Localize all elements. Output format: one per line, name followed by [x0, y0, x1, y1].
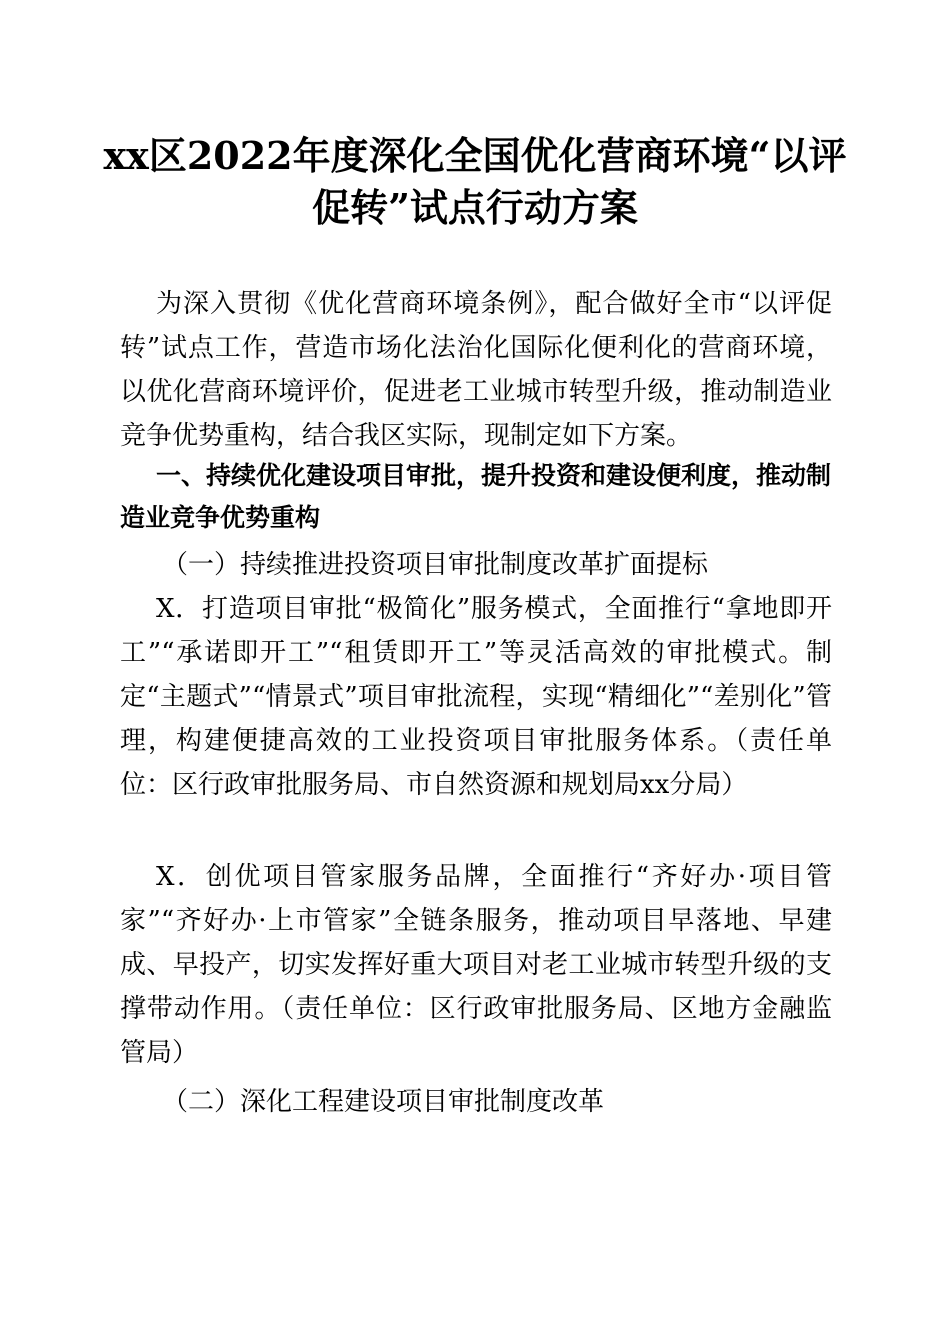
intro-paragraph: 为深入贯彻《优化营商环境条例》，配合做好全市“以评促转”试点工作，营造市场化法治化国际化便利化的营商环境，以优化营商环境评价，促进老工业城市转型升级，推动制造业竞争优势重构，结合我区实际，现制定如下方案。: [120, 289, 832, 451]
item-2-paragraph: X．创优项目管家服务品牌，全面推行“齐好办·项目管家”“齐好办·上市管家”全链条服务，推动项目早落地、早建成、早投产，切实发挥好重大项目对老工业城市转型升级的支撑带动作用。（责任单位：区行政审批服务局、区地方金融监管局）: [120, 862, 832, 1068]
title-line-1: xx区2022年度深化全国优化营商环境“以评: [103, 133, 847, 178]
subsection-2-heading: （二）深化工程建设项目审批制度改革: [162, 1087, 605, 1117]
section-1-heading: 一、持续优化建设项目审批，提升投资和建设便利度，推动制造业竞争优势重构: [120, 461, 832, 532]
subsection-1-heading: （一）持续推进投资项目审批制度改革扩面提标: [162, 550, 709, 580]
title-line-2: 促转”试点行动方案: [312, 185, 638, 230]
document-title: [100, 130, 850, 234]
item-1-paragraph: X．打造项目审批“极简化”服务模式，全面推行“拿地即开工”“承诺即开工”“租赁即开工”等灵活高效的审批模式。制定“主题式”“情景式”项目审批流程，实现“精细化”“差别化”管理，构建便捷高效的工业投资项目审批服务体系。（责任单位：区行政审批服务局、市自然资源和规划局xx分局）: [120, 594, 832, 800]
